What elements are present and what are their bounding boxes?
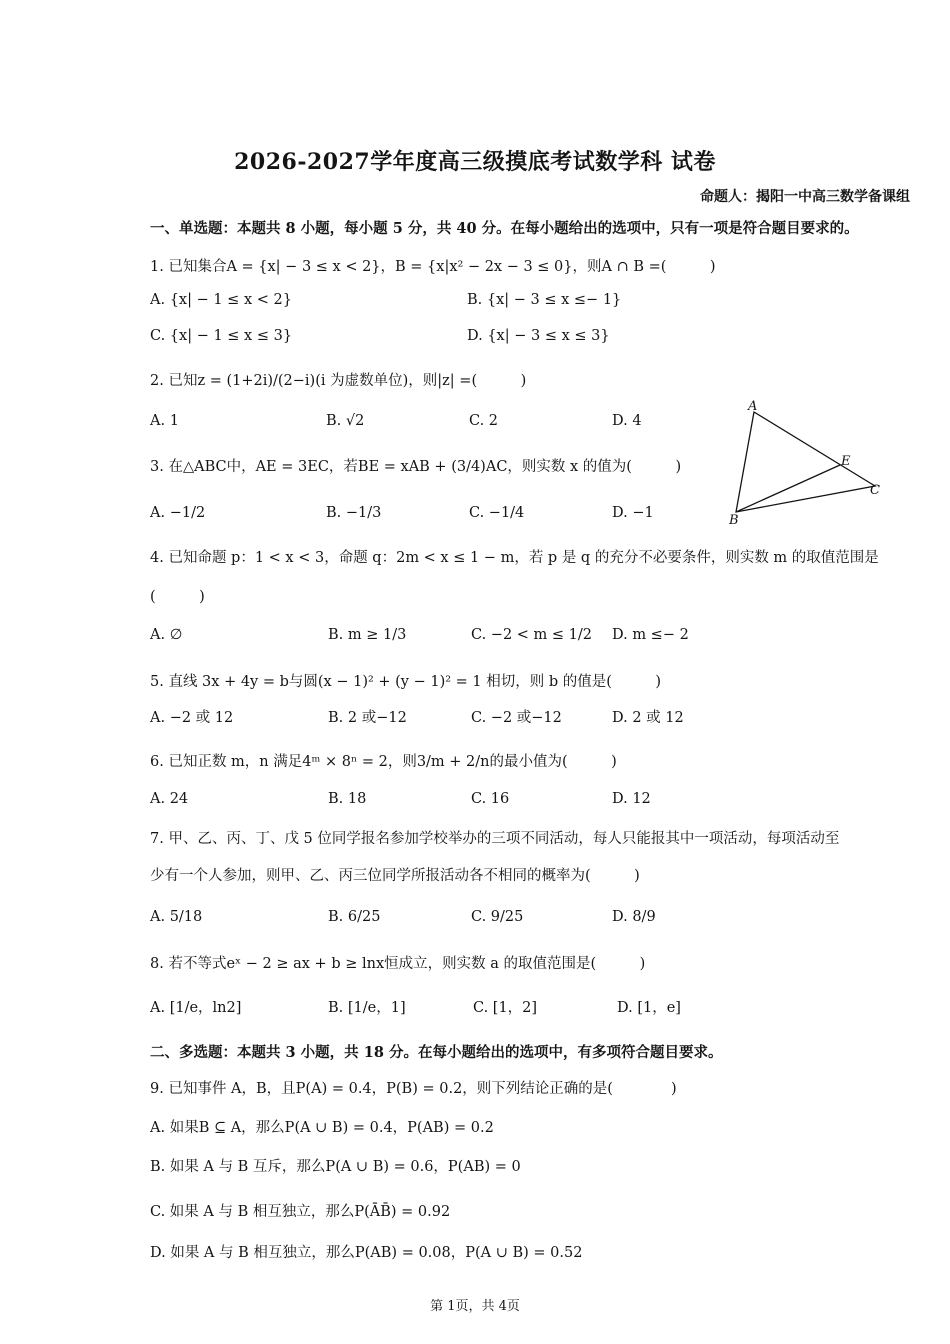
question-1-option-b: B. {x| − 3 ≤ x ≤− 1} — [467, 292, 622, 308]
question-1-stem: 1. 已知集合A = {x| − 3 ≤ x < 2}，B = {x|x² − 2x − 3 ≤ 0}，则A ∩ B =( ) — [150, 259, 716, 275]
question-9-stem: 9. 已知事件 A，B，且P(A) = 0.4，P(B) = 0.2，则下列结论正确的是( ) — [150, 1081, 677, 1097]
question-2-option-c: C. 2 — [469, 413, 499, 429]
question-5-option-d: D. 2 或 12 — [612, 710, 684, 726]
question-8-option-c: C. [1，2] — [473, 1000, 538, 1016]
question-3-option-b: B. −1/3 — [326, 505, 382, 521]
question-8-stem: 8. 若不等式eˣ − 2 ≥ ax + b ≥ lnx恒成立，则实数 a 的取值范围是( ) — [150, 956, 646, 972]
vertex-label-b: B — [729, 513, 739, 528]
question-9-option-d: D. 如果 A 与 B 相互独立，那么P(AB) = 0.08，P(A ∪ B) = 0.52 — [150, 1245, 583, 1261]
question-4-option-a: A. ∅ — [150, 627, 183, 643]
question-4-stem-continued: ( ) — [150, 589, 205, 605]
question-7-option-c: C. 9/25 — [471, 909, 524, 925]
question-6-option-c: C. 16 — [471, 791, 510, 807]
question-2-option-d: D. 4 — [612, 413, 642, 429]
question-6-option-d: D. 12 — [612, 791, 651, 807]
question-2-stem: 2. 已知z = (1+2i)/(2−i)(i 为虚数单位)，则|z| =( ) — [150, 373, 527, 389]
question-4-stem: 4. 已知命题 p：1 < x < 3，命题 q：2m < x ≤ 1 − m，若 p 是 q 的充分不必要条件，则实数 m 的取值范围是 — [150, 550, 879, 566]
section-multiple-choice-header: 二、多选题：本题共 3 小题，共 18 分。在每小题给出的选项中，有多项符合题目要求。 — [150, 1044, 723, 1061]
question-9-option-c: C. 如果 A 与 B 相互独立，那么P(ĀB̄) = 0.92 — [150, 1204, 451, 1220]
question-7-option-d: D. 8/9 — [612, 909, 656, 925]
question-7-stem-continued: 少有一个人参加，则甲、乙、丙三位同学所报活动各不相同的概率为( ) — [150, 868, 640, 884]
question-1-option-d: D. {x| − 3 ≤ x ≤ 3} — [467, 328, 610, 344]
question-5-option-a: A. −2 或 12 — [150, 710, 234, 726]
triangle-abc — [736, 412, 875, 512]
question-5-stem: 5. 直线 3x + 4y = b与圆(x − 1)² + (y − 1)² = 1 相切，则 b 的值是( ) — [150, 674, 662, 690]
point-label-e: E — [841, 454, 851, 469]
author-line: 命题人：揭阳一中高三数学备课组 — [700, 189, 910, 205]
question-3-option-a: A. −1/2 — [150, 505, 206, 521]
question-4-option-b: B. m ≥ 1/3 — [328, 627, 407, 643]
question-8-option-a: A. [1/e，ln2] — [150, 1000, 242, 1016]
question-4-option-c: C. −2 < m ≤ 1/2 — [471, 627, 592, 643]
question-3-option-c: C. −1/4 — [469, 505, 525, 521]
vertex-label-a: A — [748, 399, 758, 414]
question-6-option-b: B. 18 — [328, 791, 367, 807]
question-6-stem: 6. 已知正数 m，n 满足4ᵐ × 8ⁿ = 2，则3/m + 2/n的最小值为( ) — [150, 754, 617, 770]
question-2-option-a: A. 1 — [150, 413, 179, 429]
question-8-option-b: B. [1/e，1] — [328, 1000, 406, 1016]
section-single-choice-header: 一、单选题：本题共 8 小题，每小题 5 分，共 40 分。在每小题给出的选项中，只有一项是符合题目要求的。 — [150, 220, 859, 237]
question-8-option-d: D. [1，e] — [617, 1000, 681, 1016]
page-title: 2026-2027学年度高三级摸底考试数学科 试卷 — [234, 149, 716, 175]
question-3-option-d: D. −1 — [612, 505, 654, 521]
question-1-option-a: A. {x| − 1 ≤ x < 2} — [150, 292, 292, 308]
page-footer: 第 1页，共 4页 — [430, 1299, 520, 1314]
question-7-option-a: A. 5/18 — [150, 909, 203, 925]
question-4-option-d: D. m ≤− 2 — [612, 627, 689, 643]
segment-be — [736, 465, 840, 512]
question-1-option-c: C. {x| − 1 ≤ x ≤ 3} — [150, 328, 293, 344]
question-7-stem: 7. 甲、乙、丙、丁、戊 5 位同学报名参加学校举办的三项不同活动，每人只能报其中一项活动，每项活动至 — [150, 831, 840, 847]
question-5-option-c: C. −2 或−12 — [471, 710, 562, 726]
question-3-stem: 3. 在△ABC中，AE = 3EC，若BE = xAB + (3/4)AC，则实数 x 的值为( ) — [150, 459, 682, 475]
question-5-option-b: B. 2 或−12 — [328, 710, 407, 726]
question-2-option-b: B. √2 — [326, 413, 365, 429]
triangle-abc-figure — [720, 398, 890, 528]
question-7-option-b: B. 6/25 — [328, 909, 381, 925]
question-6-option-a: A. 24 — [150, 791, 189, 807]
vertex-label-c: C — [870, 483, 880, 498]
question-9-option-a: A. 如果B ⊆ A，那么P(A ∪ B) = 0.4，P(AB) = 0.2 — [150, 1120, 494, 1136]
question-9-option-b: B. 如果 A 与 B 互斥，那么P(A ∪ B) = 0.6，P(AB) = 0 — [150, 1159, 521, 1175]
